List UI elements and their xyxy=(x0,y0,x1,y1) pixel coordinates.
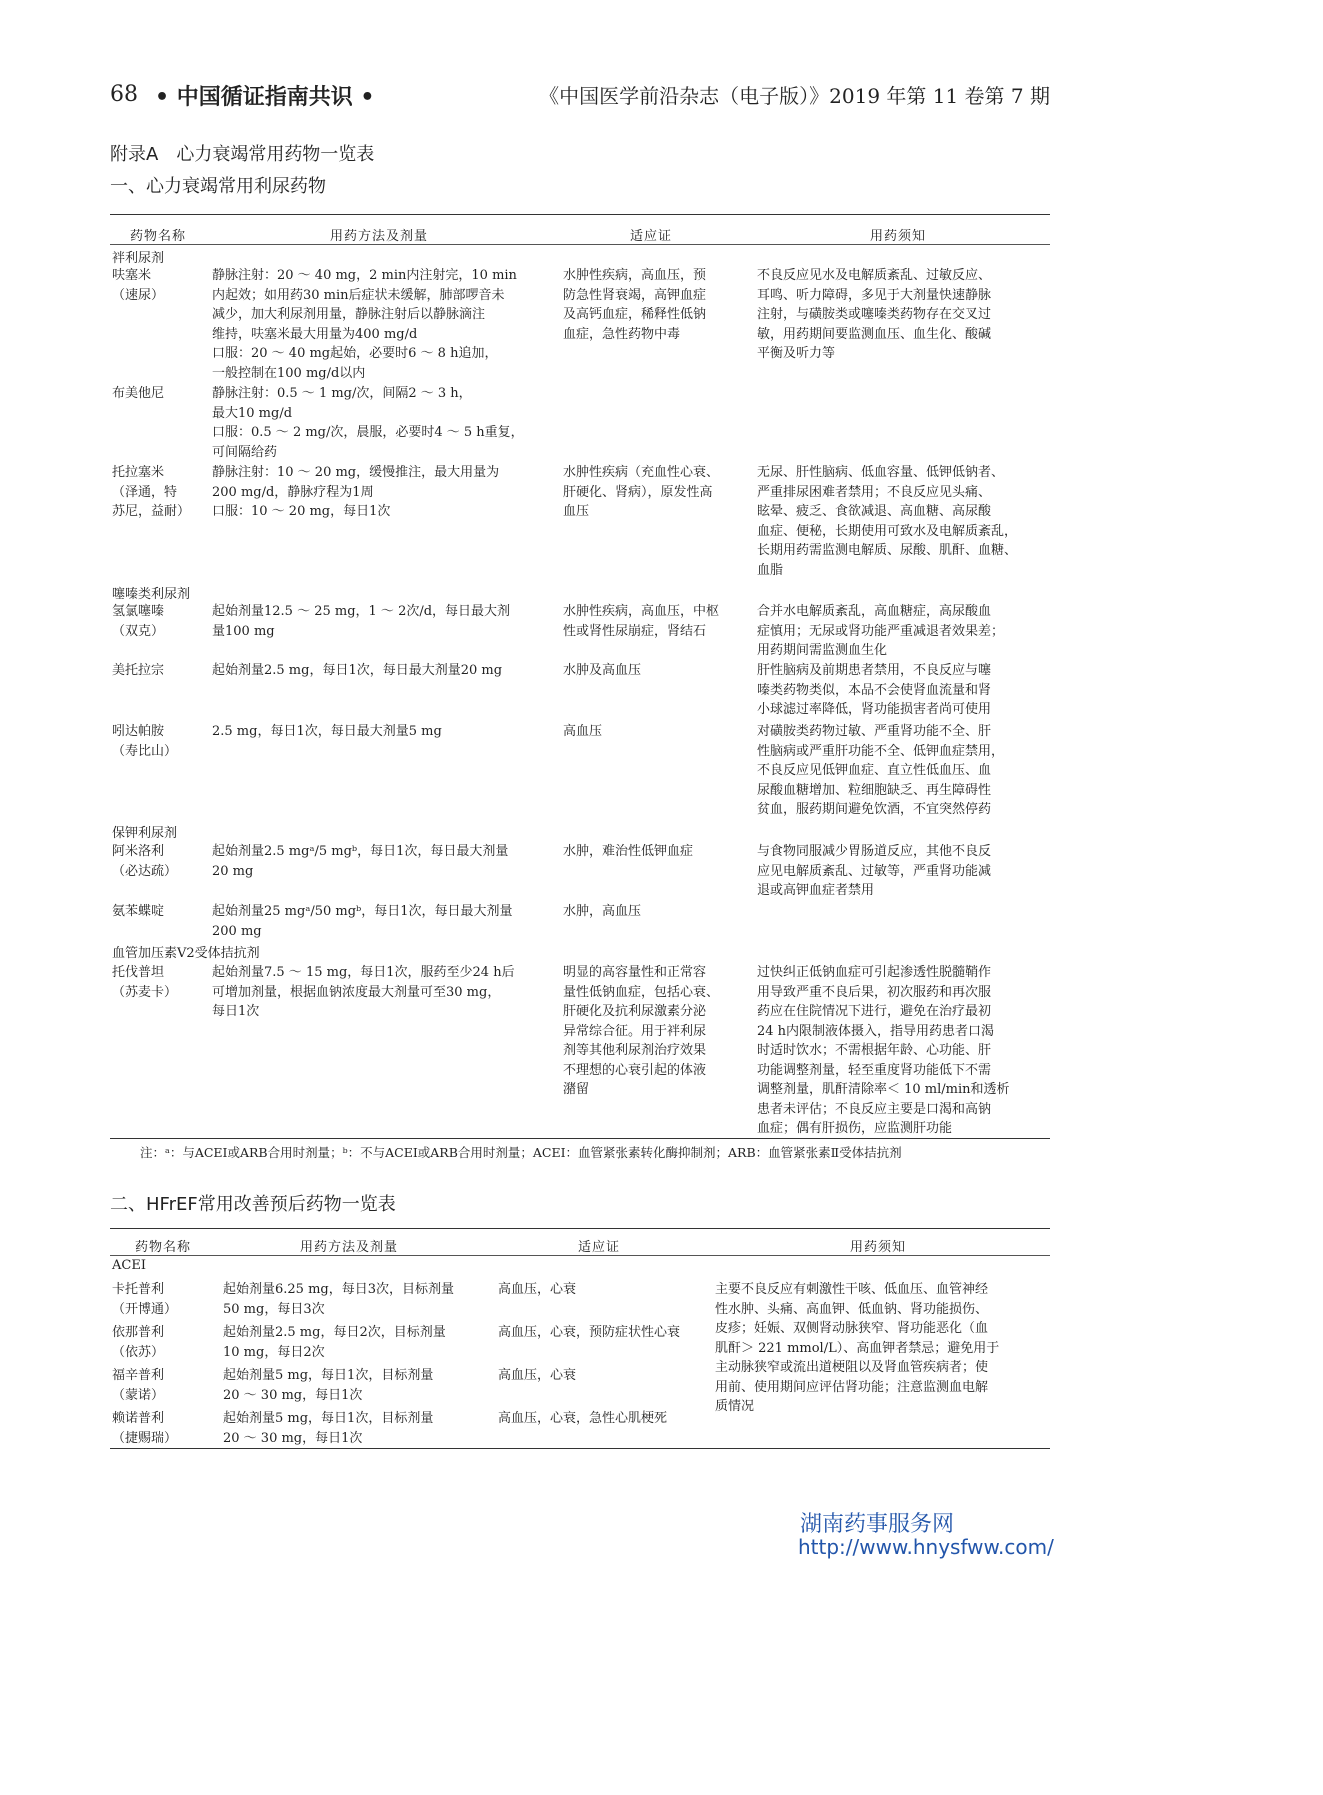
drug-indication: 高血压，心衰，急性心肌梗死 xyxy=(498,1411,668,1426)
drug-name: 吲达帕胺 （寿比山） xyxy=(112,724,178,759)
drug-name: 托拉塞米 （泽通，特 苏尼，益耐） xyxy=(112,465,191,519)
category-thiazide: 噻嗪类利尿剂 xyxy=(112,587,191,602)
acei-notes: 主要不良反应有刺激性干咳、低血压、血管神经 性水肿、头痛、高血钾、低血钠、肾功能损伤、 皮疹；妊娠、双侧肾动脉狭窄、肾功能恶化（血 肌酐＞ 221 mmol/L）、高血钾者禁忌；避免用于 主动脉狭窄或流出道梗阻以及肾血管疾病者；使 用前、使用期间应评估肾功能；注意监测血电解 质情况 xyxy=(715,1282,1000,1414)
drug-notes: 无尿、肝性脑病、低血容量、低钾低钠者、 严重排尿困难者禁用；不良反应见头痛、 眩晕、疲乏、食欲减退、高血糖、高尿酸 血症、便秘，长期使用可致水及电解质紊乱， 长期用药需监测电解质、尿酸、肌酐、血糖、 血脂 xyxy=(757,465,1018,578)
drug-indication: 高血压 xyxy=(563,724,603,739)
drug-notes: 过快纠正低钠血症可引起渗透性脱髓鞘作 用导致严重不良后果，初次服药和再次服 药应在住院情况下进行，避免在治疗最初 24 h内限制液体摄入，指导用药患者口渴 时适时饮水；不需根据年龄、心功能、肝 功能调整剂量，轻至重度肾功能低下不需 调整剂量，肌酐清除率＜ 10 ml/min和透析 患者未评估；不良反应主要是口渴和高钠 血症；偶有肝损伤，应监测肝功能 xyxy=(757,965,1010,1136)
watermark-site-name: 湖南药事服务网 xyxy=(800,1512,955,1537)
drug-dose: 起始剂量25 mgᵃ/50 mgᵇ，每日1次，每日最大剂量 200 mg xyxy=(212,904,513,939)
journal-title: 《中国医学前沿杂志（电子版）》2019 年第 11 卷第 7 期 xyxy=(539,84,1050,108)
drug-dose: 起始剂量6.25 mg，每日3次，目标剂量 50 mg，每日3次 xyxy=(223,1282,454,1317)
section-2-title: 二、HFrEF常用改善预后药物一览表 xyxy=(110,1194,396,1215)
drug-indication: 明显的高容量性和正常容 量性低钠血症，包括心衰、 肝硬化及抗利尿激素分泌 异常综合征。用于袢利尿 剂等其他利尿剂治疗效果 不理想的心衰引起的体液 潴留 xyxy=(563,965,720,1097)
appendix-title: 附录A 心力衰竭常用药物一览表 xyxy=(110,144,375,165)
drug-dose: 起始剂量12.5 ～ 25 mg，1 ～ 2次/d，每日最大剂 量100 mg xyxy=(212,604,511,639)
table1-header-name: 药物名称 xyxy=(130,229,187,244)
drug-notes: 与食物同服减少胃肠道反应，其他不良反 应见电解质紊乱、过敏等，严重肾功能减 退或高钾血症者禁用 xyxy=(757,844,992,898)
drug-notes: 对磺胺类药物过敏、严重肾功能不全、肝 性脑病或严重肝功能不全、低钾血症禁用， 不良反应见低钾血症、直立性低血压、血 尿酸血糖增加、粒细胞缺乏、再生障碍性 贫血，服药期间避免饮酒，不宜突然停药 xyxy=(757,724,1005,817)
drug-indication: 水肿性疾病，高血压，预 防急性肾衰竭，高钾血症 及高钙血症，稀释性低钠 血症，急性药物中毒 xyxy=(563,268,707,342)
drug-dose: 静脉注射：20 ～ 40 mg，2 min内注射完，10 min 内起效；如用药30 min后症状未缓解，肺部啰音未 减少，加大利尿剂用量，静脉注射后以静脉滴注 维持，呋塞米最大用量为400 mg/d 口服：20 ～ 40 mg起始，必要时6 ～ 8 h追加， 一般控制在100 mg/d以内 xyxy=(212,268,517,381)
drug-name: 依那普利 （依苏） xyxy=(112,1325,165,1360)
table1-header-rule xyxy=(110,244,1050,245)
category-potassium-sparing: 保钾利尿剂 xyxy=(112,826,178,841)
drug-dose: 起始剂量2.5 mg，每日2次，目标剂量 10 mg，每日2次 xyxy=(223,1325,446,1360)
watermark-url[interactable]: http://www.hnysfww.com/ xyxy=(798,1535,1054,1559)
drug-name: 卡托普利 （开博通） xyxy=(112,1282,178,1317)
drug-dose: 静脉注射：0.5 ～ 1 mg/次，间隔2 ～ 3 h， 最大10 mg/d 口服：0.5 ～ 2 mg/次，晨服，必要时4 ～ 5 h重复， 可间隔给药 xyxy=(212,386,524,460)
page-number: 68 xyxy=(110,82,138,107)
category-vasopressin-antagonist: 血管加压素V2受体拮抗剂 xyxy=(112,946,260,961)
drug-dose: 起始剂量2.5 mg，每日1次，每日最大剂量20 mg xyxy=(212,663,503,678)
table2-header-name: 药物名称 xyxy=(135,1240,192,1255)
drug-name: 福辛普利 （蒙诺） xyxy=(112,1368,165,1403)
drug-name: 布美他尼 xyxy=(112,386,165,401)
drug-name: 托伐普坦 （苏麦卡） xyxy=(112,965,178,1000)
drug-indication: 高血压，心衰，预防症状性心衰 xyxy=(498,1325,681,1340)
drug-name: 氢氯噻嗪 （双克） xyxy=(112,604,165,639)
table1-header-dose: 用药方法及剂量 xyxy=(330,229,429,244)
drug-dose: 起始剂量7.5 ～ 15 mg，每日1次，服药至少24 h后 可增加剂量，根据血钠浓度最大剂量可至30 mg， 每日1次 xyxy=(212,965,515,1019)
drug-notes: 肝性脑病及前期患者禁用，不良反应与噻 嗪类药物类似，本品不会使肾血流量和肾 小球滤过率降低，肾功能损害者尚可使用 xyxy=(757,663,992,717)
table2-header-notes: 用药须知 xyxy=(850,1240,907,1255)
category-loop-diuretics: 袢利尿剂 xyxy=(112,251,165,266)
table2-top-rule xyxy=(110,1228,1050,1229)
drug-dose: 起始剂量5 mg，每日1次，目标剂量 20 ～ 30 mg，每日1次 xyxy=(223,1411,434,1446)
drug-notes: 合并水电解质紊乱，高血糖症，高尿酸血 症慎用；无尿或肾功能严重减退者效果差； 用药期间需监测血生化 xyxy=(757,604,1005,658)
drug-dose: 2.5 mg，每日1次，每日最大剂量5 mg xyxy=(212,724,442,739)
drug-dose: 起始剂量2.5 mgᵃ/5 mgᵇ，每日1次，每日最大剂量 20 mg xyxy=(212,844,509,879)
drug-name: 氨苯蝶啶 xyxy=(112,904,165,919)
drug-indication: 水肿，难治性低钾血症 xyxy=(563,844,694,859)
table2-header-rule xyxy=(110,1255,1050,1256)
drug-indication: 高血压，心衰 xyxy=(498,1282,577,1297)
series-title: • 中国循证指南共识 • xyxy=(155,85,375,110)
drug-indication: 水肿性疾病，高血压，中枢 性或肾性尿崩症，肾结石 xyxy=(563,604,720,639)
drug-indication: 水肿，高血压 xyxy=(563,904,642,919)
drug-indication: 水肿及高血压 xyxy=(563,663,642,678)
drug-dose: 起始剂量5 mg，每日1次，目标剂量 20 ～ 30 mg，每日1次 xyxy=(223,1368,434,1403)
drug-notes: 不良反应见水及电解质紊乱、过敏反应、 耳鸣、听力障碍，多见于大剂量快速静脉 注射，与磺胺类或噻嗪类药物存在交叉过 敏，用药期间要监测血压、血生化、酸碱 平衡及听力等 xyxy=(757,268,992,361)
section-1-title: 一、心力衰竭常用利尿药物 xyxy=(110,176,326,197)
table1-header-notes: 用药须知 xyxy=(870,229,927,244)
drug-name: 美托拉宗 xyxy=(112,663,165,678)
drug-indication: 高血压，心衰 xyxy=(498,1368,577,1383)
table2-bottom-rule xyxy=(110,1448,1050,1449)
table1-bottom-rule xyxy=(110,1138,1050,1139)
table1-header-indication: 适应证 xyxy=(630,229,673,244)
drug-name: 呋塞米 （速尿） xyxy=(112,268,165,303)
drug-indication: 水肿性疾病（充血性心衰、 肝硬化、肾病），原发性高 血压 xyxy=(563,465,720,519)
table2-header-indication: 适应证 xyxy=(578,1240,621,1255)
category-acei: ACEI xyxy=(112,1258,146,1273)
drug-name: 阿米洛利 （必达疏） xyxy=(112,844,178,879)
drug-dose: 静脉注射：10 ～ 20 mg，缓慢推注，最大用量为 200 mg/d，静脉疗程为1周 口服：10 ～ 20 mg，每日1次 xyxy=(212,465,500,519)
table2-header-dose: 用药方法及剂量 xyxy=(300,1240,399,1255)
table1-top-rule xyxy=(110,214,1050,215)
table1-footnote: 注：ᵃ：与ACEI或ARB合用时剂量；ᵇ：不与ACEI或ARB合用时剂量；ACEI：血管紧张素转化酶抑制剂；ARB：血管紧张素Ⅱ受体拮抗剂 xyxy=(140,1145,902,1160)
drug-name: 赖诺普利 （捷赐瑞） xyxy=(112,1411,178,1446)
